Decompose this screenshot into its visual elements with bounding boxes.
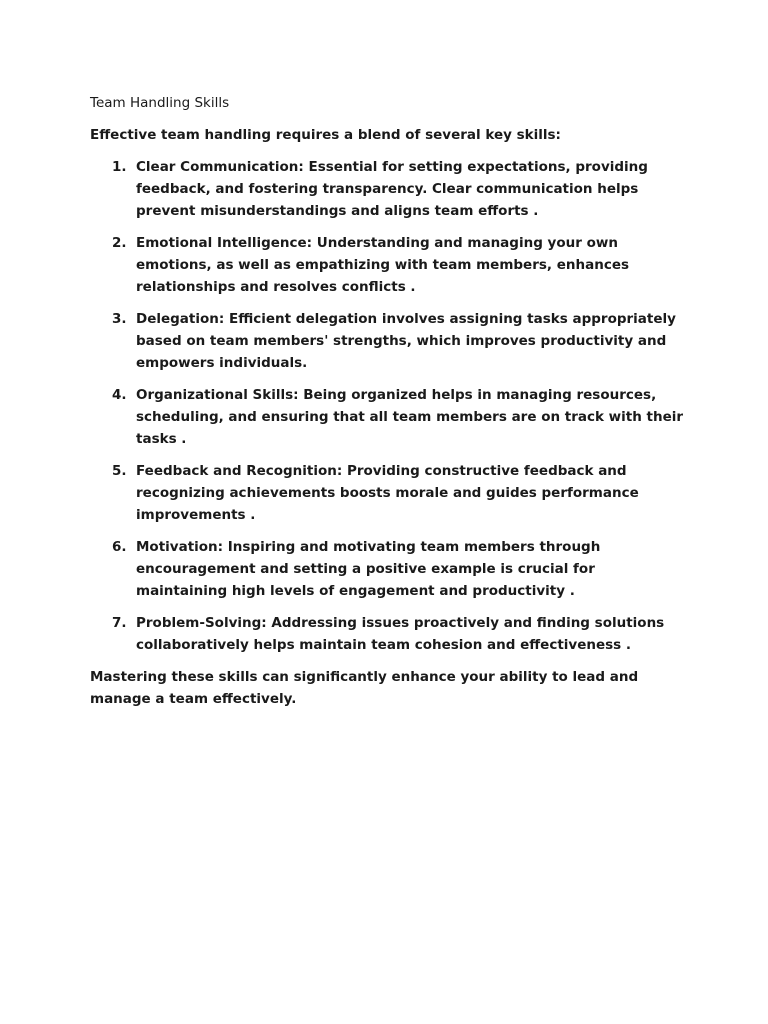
document-title: Team Handling Skills <box>90 95 230 111</box>
list-item-text: Emotional Intelligence: Understanding and managing your own emotions, as well as empathizing with team members, enhances relationships and resolves conflicts . <box>136 235 630 295</box>
intro-paragraph: Effective team handling requires a blend of several key skills: <box>90 127 561 143</box>
list-item-text: Motivation: Inspiring and motivating team members through encouragement and setting a positive example is crucial for maintaining high levels of engagement and productivity . <box>136 539 601 599</box>
list-item-number: 5. <box>112 463 127 479</box>
list-item <box>90 612 690 656</box>
list-item-number: 7. <box>112 615 127 631</box>
list-item <box>90 156 690 222</box>
list-item-text: Clear Communication: Essential for setting expectations, providing feedback, and fostering transparency. Clear communication helps prevent misunderstandings and aligns team efforts . <box>136 159 648 219</box>
list-item <box>90 308 690 374</box>
list-item <box>90 232 690 298</box>
list-item-number: 4. <box>112 387 127 403</box>
closing-paragraph: Mastering these skills can significantly enhance your ability to lead and manage a team effectively. <box>90 669 639 707</box>
list-item-number: 3. <box>112 311 127 327</box>
list-item-text: Problem-Solving: Addressing issues proactively and finding solutions collaboratively helps maintain team cohesion and effectiveness . <box>136 615 665 653</box>
list-item-text: Feedback and Recognition: Providing constructive feedback and recognizing achievements boosts morale and guides performance improvements . <box>136 463 639 523</box>
list-item-number: 2. <box>112 235 127 251</box>
list-item-number: 6. <box>112 539 127 555</box>
list-item-number: 1. <box>112 159 127 175</box>
list-item <box>90 384 690 450</box>
document-body <box>90 92 690 710</box>
list-item-text: Organizational Skills: Being organized helps in managing resources, scheduling, and ensuring that all team members are on track with their tasks . <box>136 387 684 447</box>
list-item-text: Delegation: Efficient delegation involves assigning tasks appropriately based on team members' strengths, which improves productivity and empowers individuals. <box>136 311 676 371</box>
list-item <box>90 536 690 602</box>
skills-list <box>90 156 690 656</box>
list-item <box>90 460 690 526</box>
